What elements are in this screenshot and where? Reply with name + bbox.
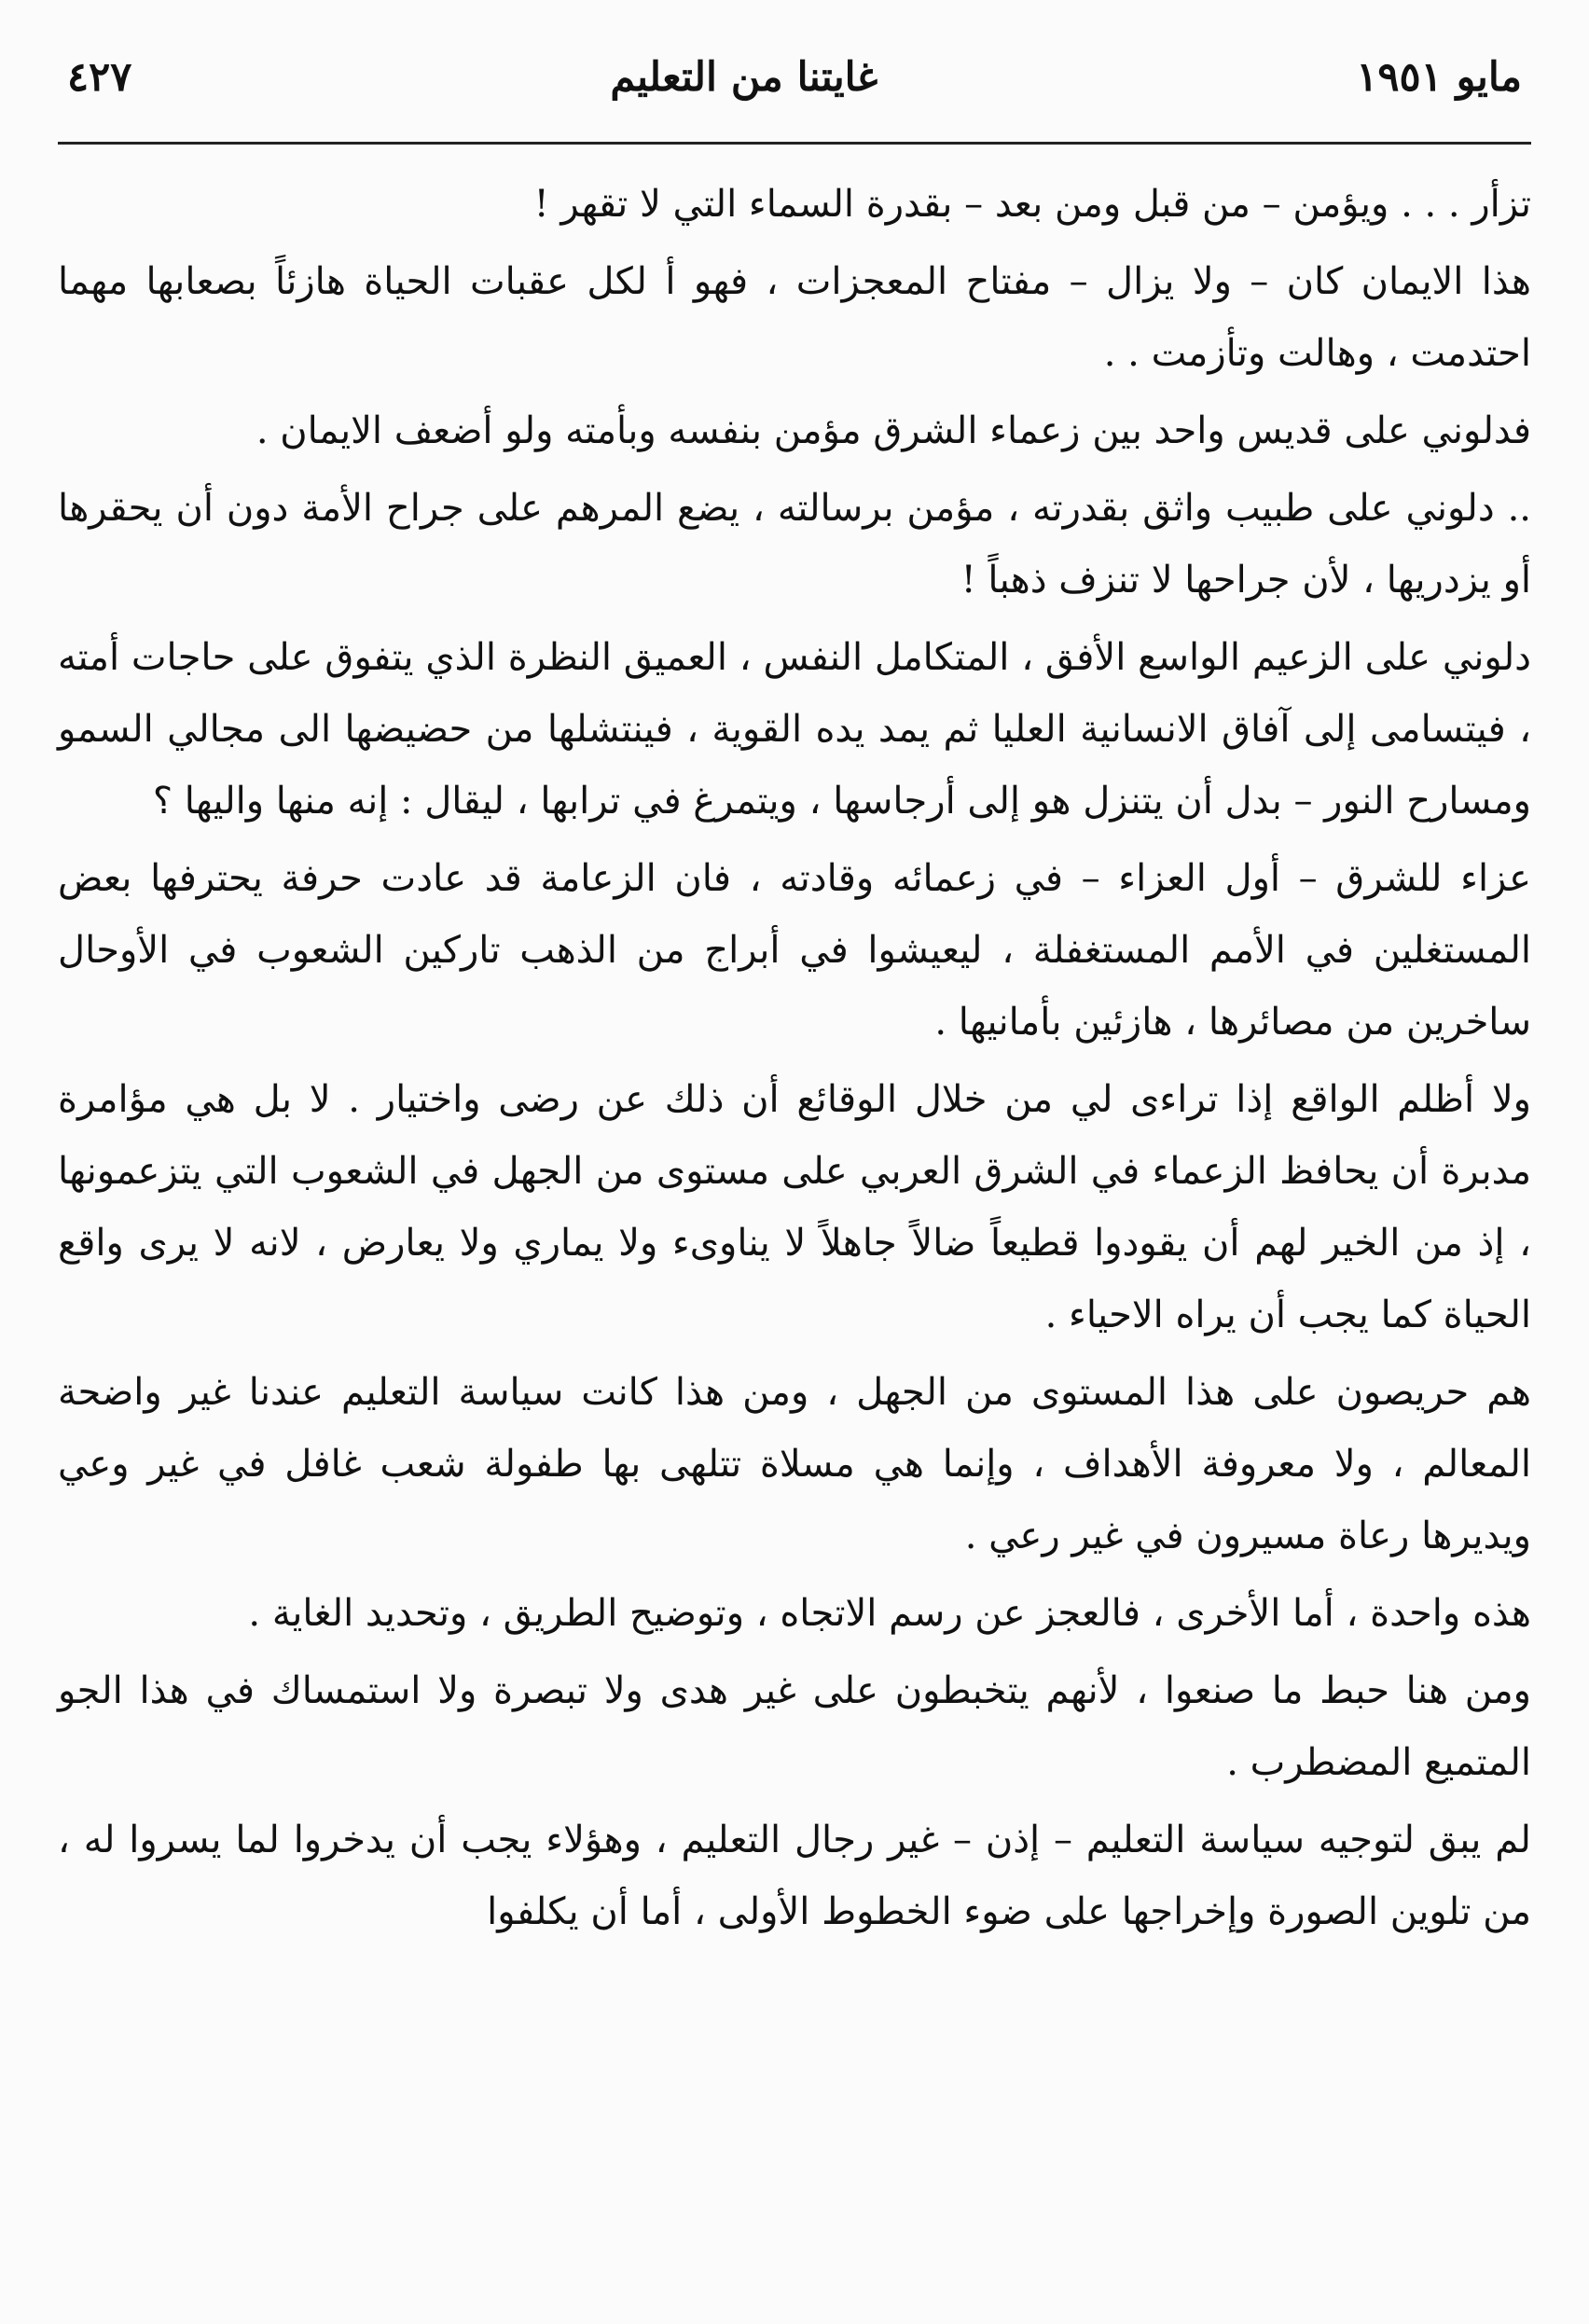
paragraph: فدلوني على قديس واحد بين زعماء الشرق مؤمن بنفسه وبأمته ولو أضعف الايمان .: [256, 409, 1531, 452]
paragraph: هم حريصون على هذا المستوى من الجهل ، ومن هذا كانت سياسة التعليم عندنا غير واضحة المعالم ، ولا معروفة الأهداف ، وإنما هي مسلاة تتلهى بها طفولة شعب غافل في غير وعي ويديرها رعاة مسيرون في غير رعي .: [58, 1371, 1531, 1557]
paragraph: تزأر . . . ويؤمن – من قبل ومن بعد – بقدرة السماء التي لا تقهر !: [533, 183, 1531, 226]
paragraph: ومن هنا حبط ما صنعوا ، لأنهم يتخبطون على غير هدى ولا تبصرة ولا استمساك في هذا الجو المتميع المضطرب .: [58, 1669, 1531, 1784]
article-body: [58, 169, 1531, 1948]
page-number: ٤٢٧: [67, 54, 132, 101]
running-header: [58, 54, 1531, 132]
paragraph: ولا أظلم الواقع إذا تراءى لي من خلال الوقائع أن ذلك عن رضى واختيار . لا بل هي مؤامرة مدبرة أن يحافظ الزعماء في الشرق العربي على مستوى من الجهل في الشعوب التي يتزعمونها ، إذ من الخير لهم أن يقودوا قطيعاً ضالاً جاهلاً لا يناوىء ولا يماري ولا يعارض ، لانه لا يرى واقع الحياة كما يجب أن يراه الاحياء .: [58, 1078, 1531, 1336]
paragraph: عزاء للشرق – أول العزاء – في زعمائه وقادته ، فان الزعامة قد عادت حرفة يحترفها بعض المستغلين في الأمم المستغفلة ، ليعيشوا في أبراج من الذهب تاركين الشعوب في الأوحال ساخرين من مصائرها ، هازئين بأمانيها .: [58, 857, 1531, 1044]
paragraph: هذا الايمان كان – ولا يزال – مفتاح المعجزات ، فهو أ لكل عقبات الحياة هازئاً بصعابها مهما احتدمت ، وهالت وتأزمت . .: [58, 260, 1531, 375]
header-rule: [58, 142, 1531, 145]
issue-date: مايو ١٩٥١: [1356, 54, 1522, 101]
paragraph: دلوني على الزعيم الواسع الأفق ، المتكامل النفس ، العميق النظرة الذي يتفوق على حاجات أمته ، فيتسامى إلى آفاق الانسانية العليا ثم يمد يده القوية ، فينتشلها من حضيضها الى مجالي السمو ومسارح النور – بدل أن يتنزل هو إلى أرجاسها ، ويتمرغ في ترابها ، ليقال : إنه منها واليها ؟: [58, 636, 1531, 823]
running-title: غايتنا من التعليم: [610, 54, 878, 101]
paragraph: هذه واحدة ، أما الأخرى ، فالعجز عن رسم الاتجاه ، وتوضيح الطريق ، وتحديد الغاية .: [248, 1592, 1531, 1635]
paragraph: لم يبق لتوجيه سياسة التعليم – إذن – غير رجال التعليم ، وهؤلاء يجب أن يدخروا لما يسروا له ، من تلوين الصورة وإخراجها على ضوء الخطوط الأولى ، أما أن يكلفوا: [58, 1819, 1531, 1933]
paragraph: .. دلوني على طبيب واثق بقدرته ، مؤمن برسالته ، يضع المرهم على جراح الأمة دون أن يحقرها أو يزدريها ، لأن جراحها لا تنزف ذهباً !: [58, 487, 1531, 602]
